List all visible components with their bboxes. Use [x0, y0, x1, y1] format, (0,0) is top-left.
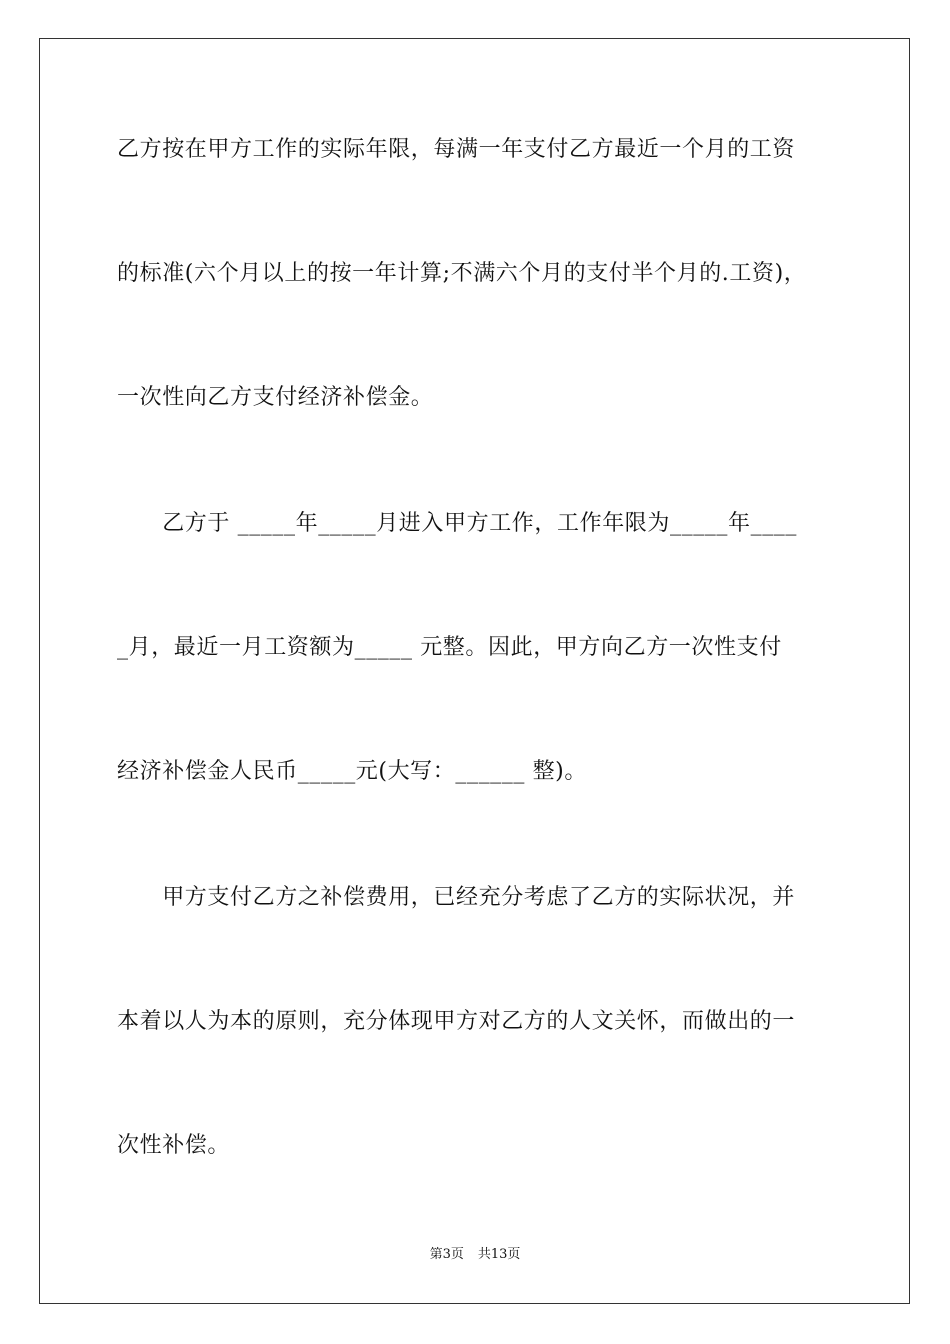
- body-text-line: 乙方按在甲方工作的实际年限，每满一年支付乙方最近一个月的工资: [117, 137, 796, 162]
- body-text-line: 本着以人为本的原则，充分体现甲方对乙方的人文关怀，而做出的一: [117, 1009, 796, 1034]
- body-text-line: 一次性向乙方支付经济补偿金。: [117, 385, 434, 410]
- body-text-line: 的标准(六个月以上的按一年计算;不满六个月的支付半个月的.工资)，: [117, 261, 807, 286]
- body-text-line: 甲方支付乙方之补偿费用，已经充分考虑了乙方的实际状况，并: [117, 885, 796, 910]
- body-text-line: 次性补偿。: [117, 1133, 231, 1158]
- page-footer: [0, 1247, 950, 1263]
- body-text-line: 乙方于 _____年_____月进入甲方工作，工作年限为_____年____: [117, 511, 797, 536]
- body-text-line: 经济补偿金人民币_____元(大写：______ 整)。: [117, 759, 587, 784]
- body-text-line: _月，最近一月工资额为_____ 元整。因此，甲方向乙方一次性支付: [117, 635, 782, 660]
- page-total: 共13页: [477, 1247, 521, 1262]
- page-border: [39, 38, 910, 1304]
- page-number: 第3页: [429, 1247, 464, 1262]
